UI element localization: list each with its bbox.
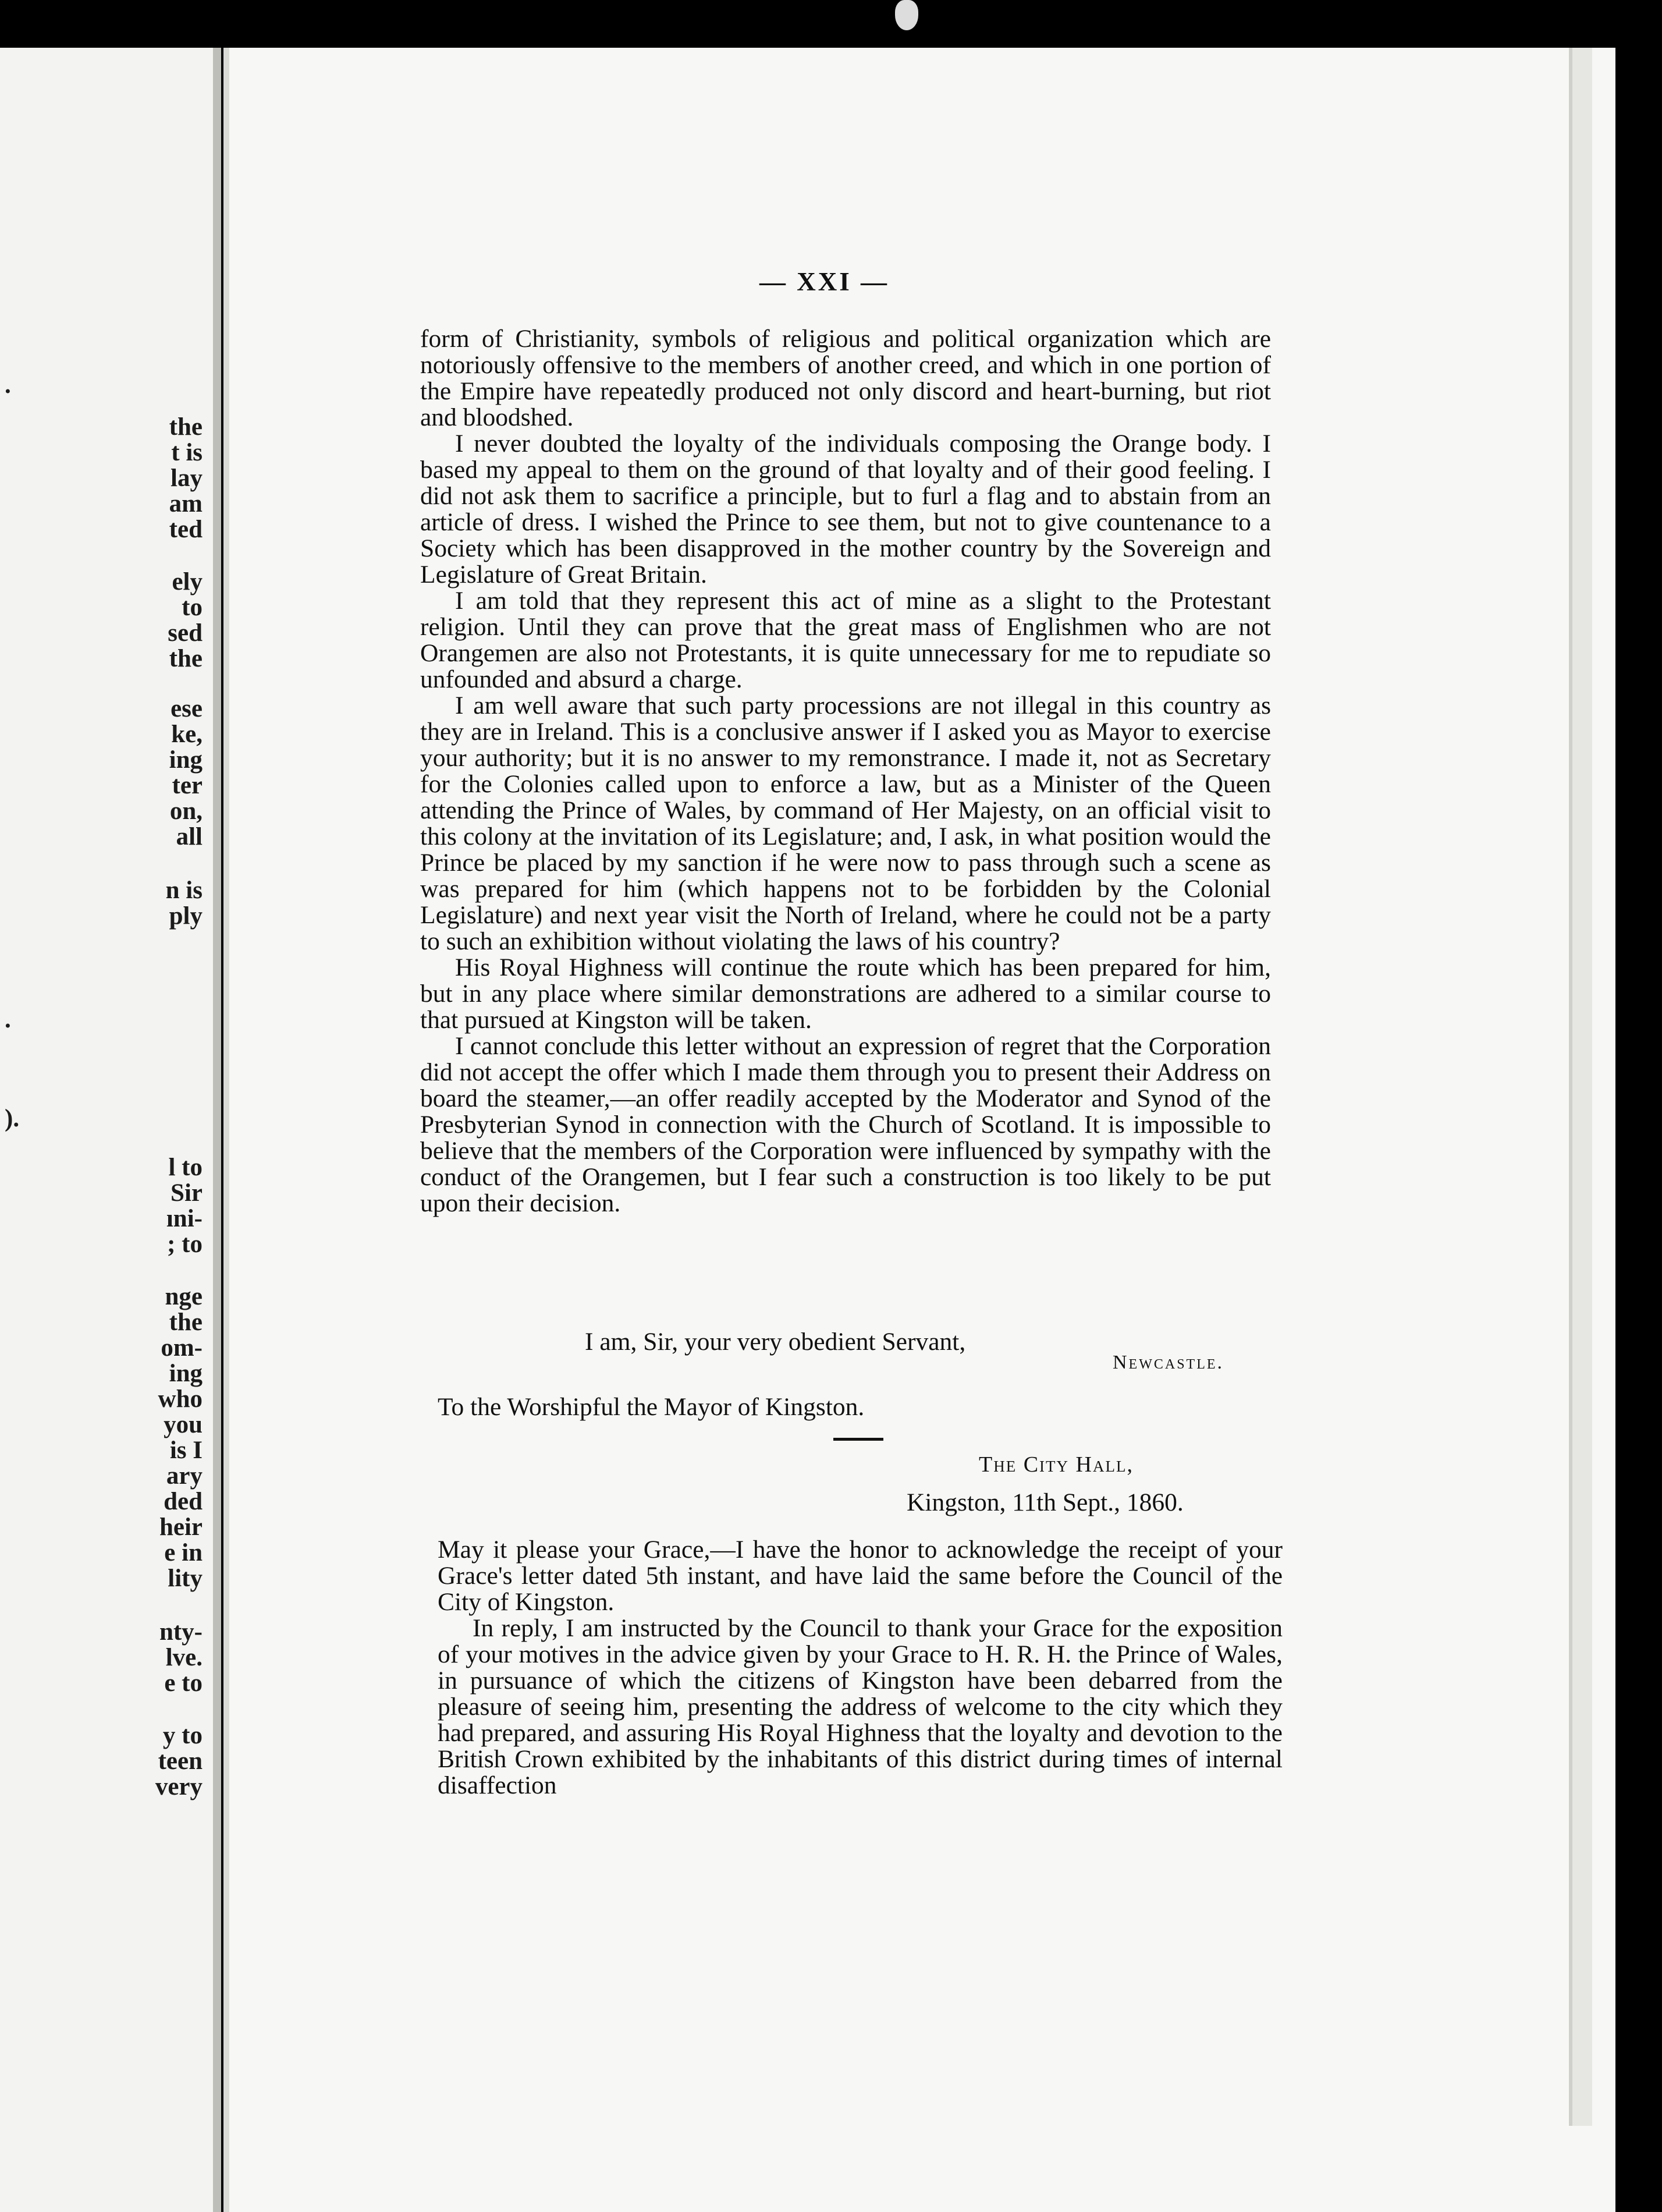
facing-page-edge — [0, 48, 221, 2212]
facing-page-fragment: who — [158, 1385, 203, 1413]
facing-page-fragment: ese — [171, 695, 203, 722]
letter-addressee: To the Worshipful the Mayor of Kingston. — [438, 1393, 865, 1421]
facing-page-fragment: all — [176, 823, 203, 850]
facing-page-fragment: heir — [159, 1513, 203, 1541]
facing-page-fragment: . — [5, 1006, 11, 1033]
letter-paragraph: I never doubted the loyalty of the individuals composing the Orange body. I based my appeal to them on the ground of that loyalty and of their good feeling. I did not ask them to sacrifice a principle, but to furl a flag and to abstain from an article of dress. I wished the Prince to see them, but not to give countenance to a Society which has been disapproved in the mother country by the Sovereign and Legislature of Great Britain. — [420, 430, 1271, 589]
facing-page-fragment: ke, — [171, 721, 203, 748]
facing-page-fragment: om- — [161, 1334, 203, 1362]
facing-page-fragment: ). — [5, 1105, 20, 1132]
reply-place-heading: The City Hall, — [979, 1452, 1134, 1477]
facing-page-fragment: e to — [164, 1669, 203, 1697]
facing-page-fragment: ary — [166, 1462, 203, 1490]
facing-page-fragment: ter — [172, 772, 203, 799]
facing-page-fragment: ; to — [167, 1231, 203, 1258]
facing-page-fragment: l to — [168, 1154, 203, 1181]
reply-paragraph: In reply, I am instructed by the Council to thank your Grace for the exposition of your motives in the advice given by your Grace to H. R. H. the Prince of Wales, in pursuance of which the citizens of Kingston have been debarred from the pleasure of seeing him, presenting the address of welcome to the city which they had prepared, and assuring His Royal Highness that the loyalty and devotion to the British Crown exhibited by the inhabitants of this district during times of internal disaffection — [438, 1614, 1283, 1799]
facing-page-fragment: t is — [171, 439, 203, 466]
book-gutter — [213, 48, 221, 2212]
facing-page-fragment: am — [169, 490, 203, 517]
facing-page-fragment: is I — [169, 1437, 203, 1464]
facing-page-fragment: very — [155, 1773, 203, 1800]
facing-page-fragment: ely — [172, 568, 203, 595]
facing-page-fragment: you — [164, 1411, 203, 1438]
facing-page-fragment: ded — [164, 1488, 203, 1515]
facing-page-fragment: the — [169, 1309, 203, 1336]
facing-page-fragment: the — [169, 413, 203, 441]
facing-page-fragment: nty- — [159, 1618, 203, 1646]
letter-paragraph: I cannot conclude this letter without an expression of regret that the Corporation did not accept the offer which I made them through you to present their Address on board the steamer,—an offer readily accepted by the Moderator and Synod of the Presbyterian Synod in connection with the Church of Scotland. It is impossible to believe that the members of the Corporation were influenced by sympathy with the conduct of the Orangemen, but I fear such a construction is too likely to be put upon their decision. — [420, 1032, 1271, 1217]
facing-page-fragment: . — [5, 371, 11, 399]
page-number-header: — XXI — — [759, 267, 890, 296]
scan-speck — [895, 0, 918, 30]
reply-paragraph: May it please your Grace,—I have the honor to acknowledge the receipt of your Grace's letter dated 5th instant, and have laid the same before the Council of the City of Kingston. — [438, 1536, 1283, 1616]
facing-page-fragment: nge — [165, 1283, 203, 1310]
facing-page-fragment: Sir — [171, 1179, 203, 1207]
reply-body — [438, 1537, 1283, 1799]
facing-page-fragment: ıni- — [166, 1205, 203, 1232]
facing-page-fragment: lity — [168, 1565, 203, 1592]
letter-paragraph: His Royal Highness will continue the route which has been prepared for him, but in any place where similar demonstrations are adhered to a similar course to that pursued at Kingston will be taken. — [420, 953, 1271, 1034]
facing-page-fragment: on, — [169, 797, 203, 825]
facing-page-fragment: ply — [169, 902, 203, 930]
facing-page-fragment: lay — [171, 465, 203, 492]
letter-paragraph: form of Christianity, symbols of religious and political organization which are notoriously offensive to the members of another creed, and which in one portion of the Empire have repeatedly produced not only discord and heart-burning, but riot and bloodshed. — [420, 325, 1271, 431]
letter-body — [420, 326, 1271, 1217]
facing-page-fragment: the — [169, 645, 203, 672]
facing-page-fragment: e in — [164, 1539, 203, 1566]
facing-page-fragment: ted — [169, 516, 203, 543]
letter-paragraph: I am well aware that such party processions are not illegal in this country as they are in Ireland. This is a conclusive answer if I asked you as Mayor to exercise your authority; but it is no answer to my remonstrance. I made it, not as Secretary for the Colonies called upon to enforce a law, but as a Minister of the Queen attending the Prince of Wales, by command of Her Majesty, on an official visit to this colony at the invitation of its Legislature; and, I ask, in what position would the Prince be placed by my sanction if he were now to pass through such a scene as was prepared for him (which happens not to be forbidden by the Colonial Legislature) and next year visit the North of Ireland, where he could not be a party to such an exhibition without violating the laws of his country? — [420, 692, 1271, 955]
section-divider — [833, 1438, 883, 1441]
letter-paragraph: I am told that they represent this act of mine as a slight to the Protestant religion. Until they can prove that the great mass of Englishmen who are not Orangemen are also not Protestants, it is quite unnecessary for me to repudiate so unfounded and absurd a charge. — [420, 587, 1271, 693]
facing-page-fragment: n is — [165, 877, 203, 904]
reply-date-heading: Kingston, 11th Sept., 1860. — [907, 1488, 1184, 1516]
facing-page-fragment: ing — [169, 746, 203, 774]
facing-page-fragment: to — [182, 594, 203, 621]
facing-page-fragment: y to — [162, 1722, 203, 1749]
facing-page-fragment: ing — [169, 1360, 203, 1387]
facing-page-fragment: sed — [168, 619, 203, 647]
facing-page-fragment: teen — [158, 1747, 203, 1775]
facing-page-fragment: lve. — [165, 1644, 203, 1671]
page-edge-shadow — [1569, 48, 1592, 2126]
letter-closing: I am, Sir, your very obedient Servant, — [585, 1328, 966, 1356]
letter-signature: Newcastle. — [1113, 1352, 1224, 1373]
